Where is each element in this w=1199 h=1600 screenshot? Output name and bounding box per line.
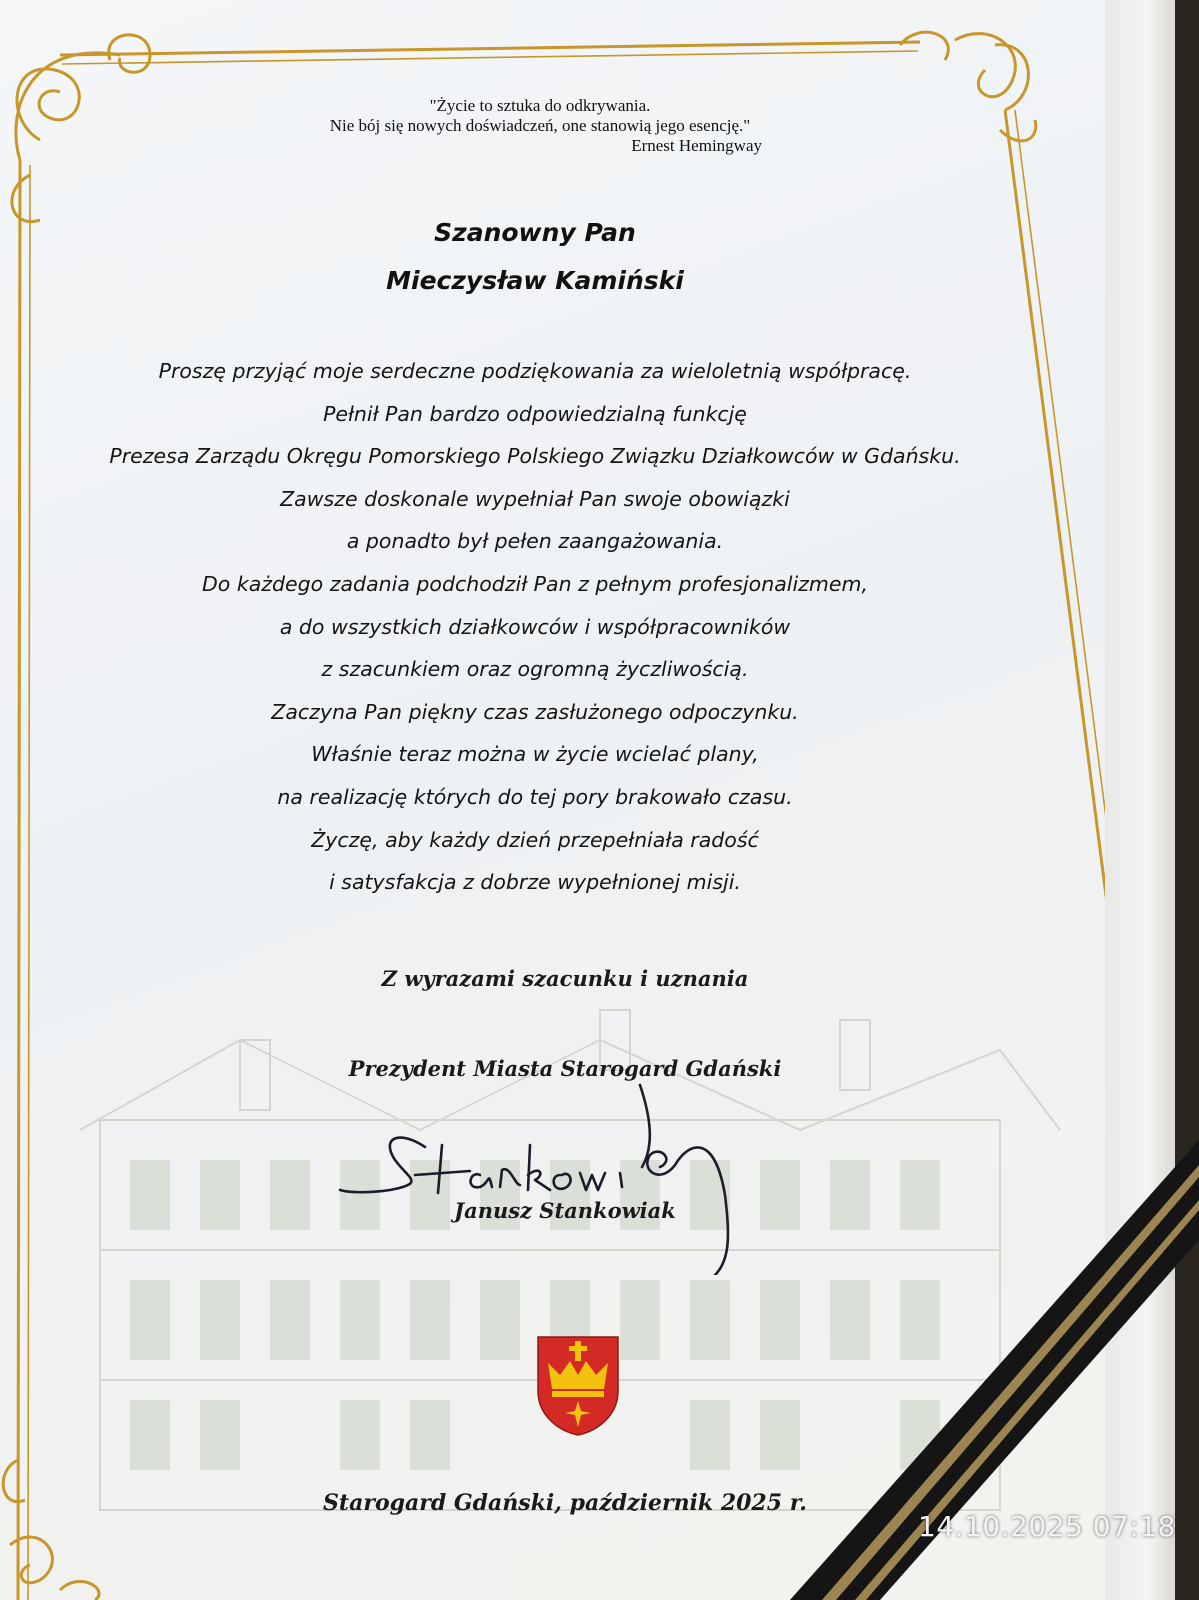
body-line: i satysfakcja z dobrze wypełnionej misji.: [329, 870, 741, 895]
place-and-date: Starogard Gdański, październik 2025 r.: [323, 1490, 807, 1516]
salutation-line-1: Szanowny Pan: [434, 218, 636, 247]
quote-author: Ernest Hemingway: [631, 136, 762, 155]
photo-timestamp: 14.10.2025 07:18: [918, 1510, 1176, 1543]
body-line: Do każdego zadania podchodził Pan z pełnym profesjonalizmem,: [202, 571, 868, 596]
body-line: Prezesa Zarządu Okręgu Pomorskiego Polskiego Związku Działkowców w Gdańsku.: [109, 444, 961, 469]
body-line: na realizację których do tej pory brakowało czasu.: [277, 784, 793, 809]
quote-line-1: "Życie to sztuka do odkrywania.: [429, 96, 651, 115]
body-line: a ponadto był pełen zaangażowania.: [346, 529, 724, 554]
body-line: Pełnił Pan bardzo odpowiedzialną funkcję: [323, 401, 747, 426]
signer-title: Prezydent Miasta Starogard Gdański: [348, 1056, 782, 1081]
quote-line-2: Nie bój się nowych doświadczeń, one stanowią jego esencję.": [329, 116, 751, 135]
body-line: Właśnie teraz można w życie wcielać plany,: [311, 742, 759, 767]
body-line: a do wszystkich działkowców i współpracowników: [279, 614, 791, 639]
body-line: Zaczyna Pan piękny czas zasłużonego odpoczynku.: [271, 699, 799, 724]
closing-phrase: Z wyrazami szacunku i uznania: [381, 966, 749, 991]
body-line: Proszę przyjąć moje serdeczne podziękowania za wieloletnią współpracę.: [158, 359, 912, 383]
recipient-name: Mieczysław Kamiński: [386, 266, 684, 295]
signer-name: Janusz Stankowiak: [454, 1198, 676, 1223]
body-line: z szacunkiem oraz ogromną życzliwością.: [321, 657, 749, 682]
body-line: Życzę, aby każdy dzień przepełniała radość: [311, 827, 759, 852]
body-line: Zawsze doskonale wypełniał Pan swoje obowiązki: [280, 486, 790, 511]
